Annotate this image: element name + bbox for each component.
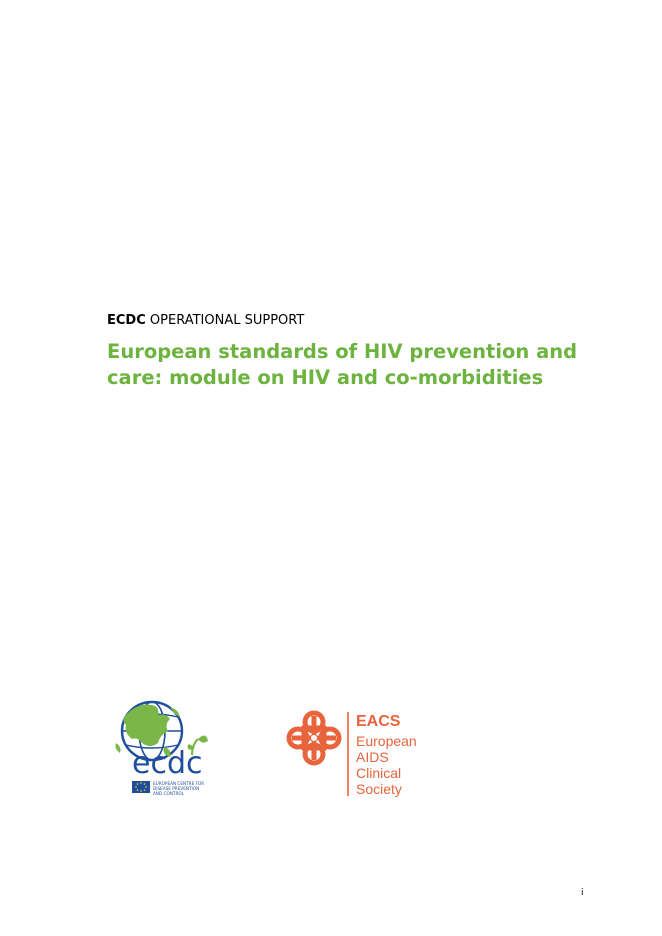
ecdc-wordmark: ecdc [132,746,203,781]
ecdc-caption-line-1: EUROPEAN CENTRE FOR [153,781,205,786]
eacs-line-4: Society [356,781,402,797]
ecdc-caption-line-3: AND CONTROL [153,791,185,796]
title-line-2: care: module on HIV and co-morbidities [107,366,544,389]
eacs-logo-graphic [282,706,434,802]
document-kicker [107,313,304,328]
eacs-acronym: EACS [356,713,401,730]
celtic-knot-inner [311,735,317,741]
eacs-line-1: European [356,733,417,749]
eacs-line-3: Clinical [356,765,402,781]
eacs-line-2: AIDS [356,749,389,765]
eacs-logo [282,706,434,802]
page-number: i [581,888,584,898]
kicker-org: ECDC [107,313,146,328]
title-line-1: European standards of HIV prevention and [107,340,578,363]
document-title [107,339,607,391]
ecdc-logo [108,697,222,801]
kicker-section: OPERATIONAL SUPPORT [149,313,305,328]
ecdc-logo-graphic [108,697,222,801]
ecdc-caption-line-2: DISEASE PREVENTION [153,786,200,791]
eu-flag-icon [132,781,150,793]
